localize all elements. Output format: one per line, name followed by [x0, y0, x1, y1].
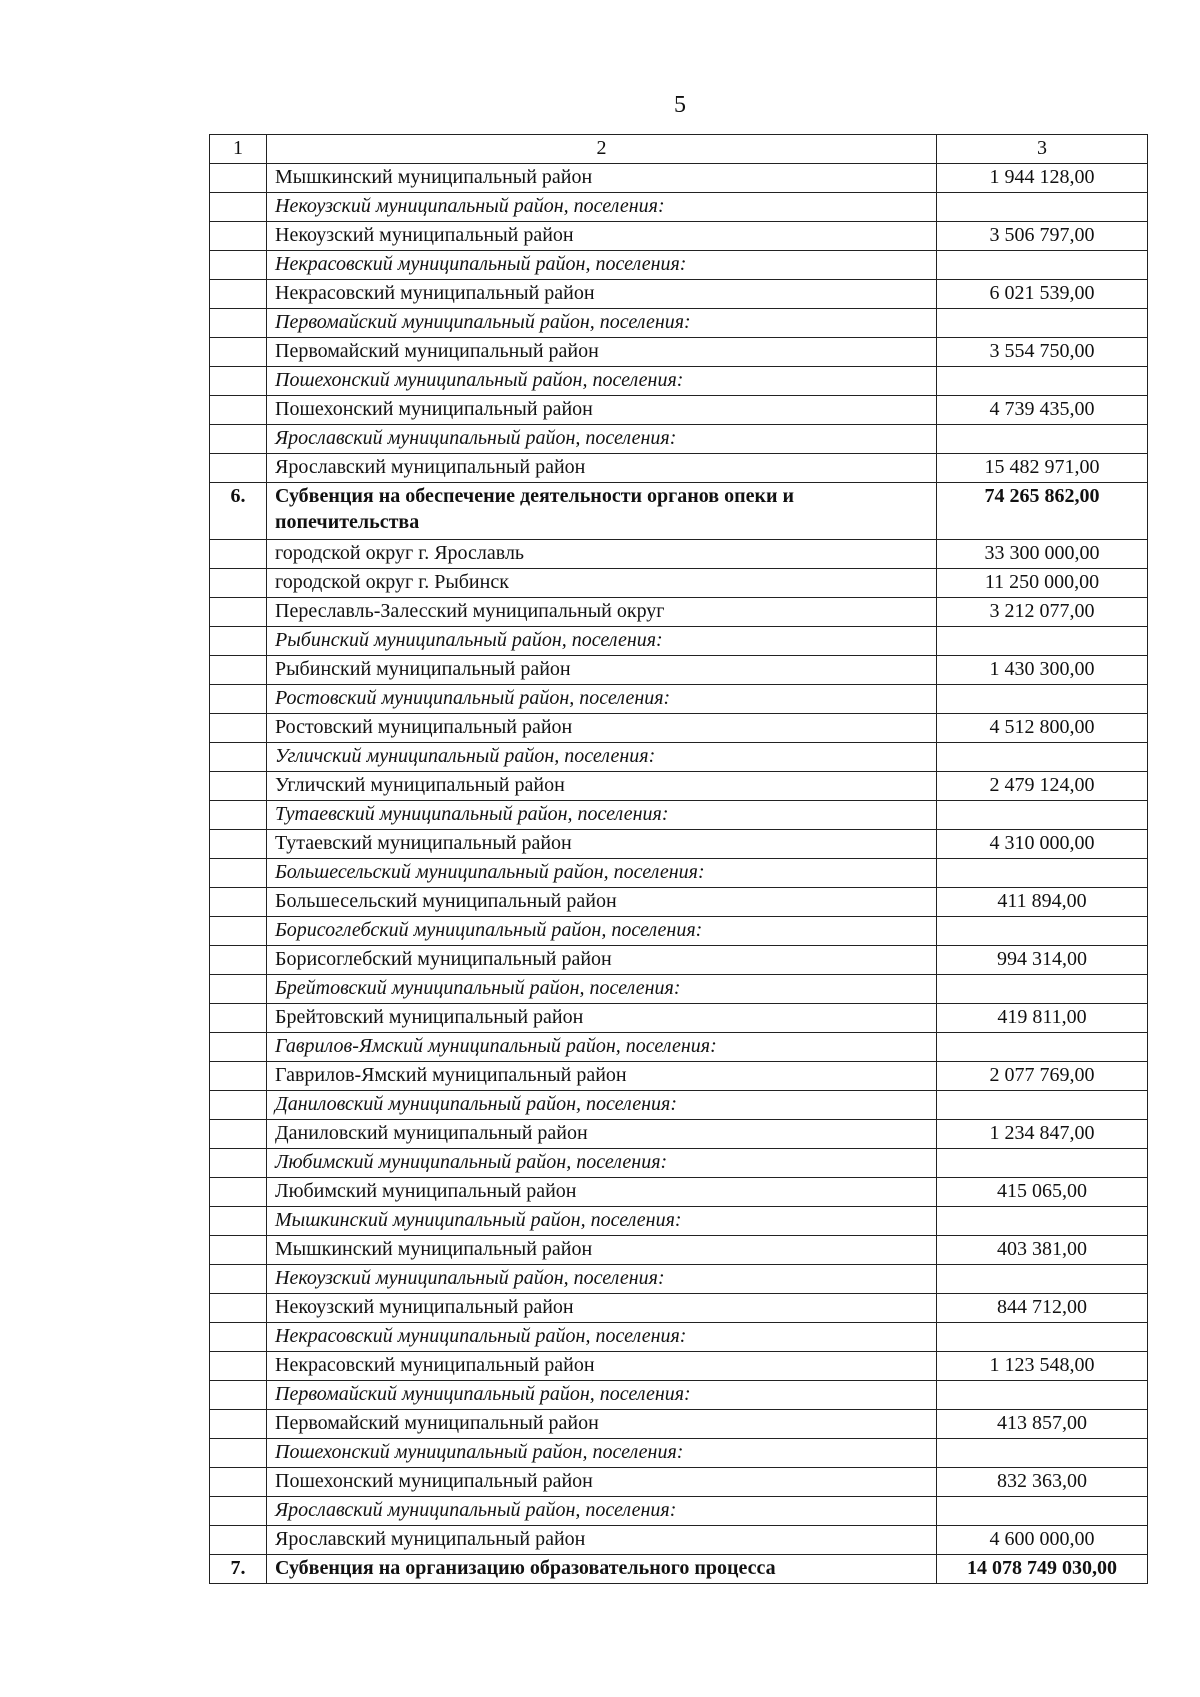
- row-name: Большесельский муниципальный район: [267, 888, 937, 917]
- row-index: [210, 1497, 267, 1526]
- row-name: городской округ г. Рыбинск: [267, 569, 937, 598]
- subgroup-row: [210, 917, 1148, 946]
- row-name: Некрасовский муниципальный район, поселения:: [267, 1323, 937, 1352]
- row-value: [937, 801, 1148, 830]
- row-value: 3 554 750,00: [937, 338, 1148, 367]
- row-value: [937, 1381, 1148, 1410]
- row-value: [937, 859, 1148, 888]
- row-index: [210, 1352, 267, 1381]
- row-value: 419 811,00: [937, 1004, 1148, 1033]
- table-row: [210, 1526, 1148, 1555]
- row-value: 1 234 847,00: [937, 1120, 1148, 1149]
- subgroup-row: [210, 1149, 1148, 1178]
- row-name: Любимский муниципальный район, поселения:: [267, 1149, 937, 1178]
- row-index: [210, 975, 267, 1004]
- row-index: [210, 627, 267, 656]
- table-row: [210, 656, 1148, 685]
- row-value: [937, 367, 1148, 396]
- row-name: Любимский муниципальный район: [267, 1178, 937, 1207]
- table-row: [210, 280, 1148, 309]
- row-name: Некрасовский муниципальный район, поселения:: [267, 251, 937, 280]
- row-name: Пошехонский муниципальный район, поселения:: [267, 367, 937, 396]
- table-row: [210, 714, 1148, 743]
- row-index: [210, 1004, 267, 1033]
- table-row: [210, 1236, 1148, 1265]
- row-index: [210, 1207, 267, 1236]
- row-name: Ростовский муниципальный район: [267, 714, 937, 743]
- row-name: Первомайский муниципальный район: [267, 1410, 937, 1439]
- table-row: [210, 164, 1148, 193]
- row-value: 1 123 548,00: [937, 1352, 1148, 1381]
- row-name: Пошехонский муниципальный район, поселения:: [267, 1439, 937, 1468]
- row-value: 4 310 000,00: [937, 830, 1148, 859]
- row-value: 11 250 000,00: [937, 569, 1148, 598]
- row-value: [937, 627, 1148, 656]
- subgroup-row: [210, 1207, 1148, 1236]
- row-name: Ярославский муниципальный район, поселения:: [267, 1497, 937, 1526]
- row-name: Первомайский муниципальный район, поселения:: [267, 309, 937, 338]
- row-index: [210, 946, 267, 975]
- row-name: Пошехонский муниципальный район: [267, 1468, 937, 1497]
- subgroup-row: [210, 367, 1148, 396]
- row-index: 6.: [210, 483, 267, 540]
- subgroup-row: [210, 685, 1148, 714]
- table-row: [210, 888, 1148, 917]
- row-index: [210, 454, 267, 483]
- row-index: [210, 1526, 267, 1555]
- table-header-row: [210, 135, 1148, 164]
- row-name: Мышкинский муниципальный район, поселения:: [267, 1207, 937, 1236]
- row-value: 403 381,00: [937, 1236, 1148, 1265]
- row-index: [210, 1120, 267, 1149]
- row-value: 33 300 000,00: [937, 540, 1148, 569]
- row-index: [210, 772, 267, 801]
- row-value: 74 265 862,00: [937, 483, 1148, 540]
- row-index: [210, 1033, 267, 1062]
- row-value: [937, 1265, 1148, 1294]
- header-col-2: 2: [267, 135, 937, 164]
- row-index: [210, 367, 267, 396]
- subgroup-row: [210, 309, 1148, 338]
- row-name: Даниловский муниципальный район, поселения:: [267, 1091, 937, 1120]
- row-value: [937, 1439, 1148, 1468]
- table-row: [210, 1352, 1148, 1381]
- row-value: [937, 1149, 1148, 1178]
- table-row: [210, 1178, 1148, 1207]
- row-name: Тутаевский муниципальный район, поселения:: [267, 801, 937, 830]
- row-value: [937, 193, 1148, 222]
- row-value: 2 479 124,00: [937, 772, 1148, 801]
- row-index: [210, 1294, 267, 1323]
- row-name: Некоузский муниципальный район, поселения:: [267, 193, 937, 222]
- row-index: [210, 743, 267, 772]
- row-value: 832 363,00: [937, 1468, 1148, 1497]
- row-value: 14 078 749 030,00: [937, 1555, 1148, 1584]
- row-index: [210, 1236, 267, 1265]
- row-index: [210, 396, 267, 425]
- row-index: [210, 917, 267, 946]
- row-index: [210, 1265, 267, 1294]
- page-number: 5: [674, 92, 686, 118]
- row-index: [210, 1381, 267, 1410]
- row-name: Первомайский муниципальный район: [267, 338, 937, 367]
- row-index: [210, 859, 267, 888]
- subgroup-row: [210, 251, 1148, 280]
- row-name: Гаврилов-Ямский муниципальный район: [267, 1062, 937, 1091]
- row-value: [937, 1207, 1148, 1236]
- row-index: [210, 830, 267, 859]
- row-value: [937, 685, 1148, 714]
- table-row: [210, 1294, 1148, 1323]
- row-value: [937, 425, 1148, 454]
- row-index: [210, 540, 267, 569]
- row-value: [937, 1091, 1148, 1120]
- subgroup-row: [210, 193, 1148, 222]
- row-name: Брейтовский муниципальный район: [267, 1004, 937, 1033]
- subgroup-row: [210, 1381, 1148, 1410]
- row-name: Субвенция на организацию образовательного процесса: [267, 1555, 937, 1584]
- subgroup-row: [210, 1033, 1148, 1062]
- row-index: [210, 801, 267, 830]
- row-value: [937, 251, 1148, 280]
- row-index: [210, 1062, 267, 1091]
- row-value: [937, 743, 1148, 772]
- table-row: [210, 540, 1148, 569]
- row-value: 4 739 435,00: [937, 396, 1148, 425]
- row-index: [210, 425, 267, 454]
- row-index: [210, 569, 267, 598]
- row-value: 1 430 300,00: [937, 656, 1148, 685]
- row-name: Угличский муниципальный район: [267, 772, 937, 801]
- table-row: [210, 1410, 1148, 1439]
- subgroup-row: [210, 743, 1148, 772]
- row-value: [937, 1033, 1148, 1062]
- row-value: [937, 975, 1148, 1004]
- row-name: Мышкинский муниципальный район: [267, 1236, 937, 1265]
- row-index: [210, 1091, 267, 1120]
- row-value: 15 482 971,00: [937, 454, 1148, 483]
- section-row: [210, 483, 1148, 540]
- row-index: [210, 685, 267, 714]
- table-row: [210, 946, 1148, 975]
- subgroup-row: [210, 1091, 1148, 1120]
- row-name: Борисоглебский муниципальный район: [267, 946, 937, 975]
- row-name: Субвенция на обеспечение деятельности органов опеки и попечительства: [267, 483, 937, 540]
- table-row: [210, 1120, 1148, 1149]
- row-name: Некоузский муниципальный район, поселения:: [267, 1265, 937, 1294]
- table-row: [210, 1062, 1148, 1091]
- row-value: 3 506 797,00: [937, 222, 1148, 251]
- table-row: [210, 1468, 1148, 1497]
- row-name: Большесельский муниципальный район, поселения:: [267, 859, 937, 888]
- row-name: Пошехонский муниципальный район: [267, 396, 937, 425]
- row-value: 415 065,00: [937, 1178, 1148, 1207]
- row-value: [937, 917, 1148, 946]
- row-name: Некоузский муниципальный район: [267, 1294, 937, 1323]
- row-index: [210, 1410, 267, 1439]
- header-col-3: 3: [937, 135, 1148, 164]
- row-value: 413 857,00: [937, 1410, 1148, 1439]
- row-name: Ростовский муниципальный район, поселения:: [267, 685, 937, 714]
- row-index: [210, 280, 267, 309]
- subvention-table: [209, 134, 1148, 1584]
- row-index: [210, 309, 267, 338]
- row-name: Первомайский муниципальный район, поселения:: [267, 1381, 937, 1410]
- table-row: [210, 338, 1148, 367]
- table-row: [210, 454, 1148, 483]
- row-value: 2 077 769,00: [937, 1062, 1148, 1091]
- row-name: Ярославский муниципальный район, поселения:: [267, 425, 937, 454]
- row-index: [210, 1149, 267, 1178]
- row-index: [210, 598, 267, 627]
- row-value: [937, 309, 1148, 338]
- row-value: 994 314,00: [937, 946, 1148, 975]
- row-index: [210, 338, 267, 367]
- row-index: [210, 164, 267, 193]
- row-name: Даниловский муниципальный район: [267, 1120, 937, 1149]
- row-name: Гаврилов-Ямский муниципальный район, поселения:: [267, 1033, 937, 1062]
- row-value: 6 021 539,00: [937, 280, 1148, 309]
- subgroup-row: [210, 1323, 1148, 1352]
- row-index: [210, 222, 267, 251]
- table-row: [210, 1004, 1148, 1033]
- row-index: [210, 193, 267, 222]
- row-name: Брейтовский муниципальный район, поселения:: [267, 975, 937, 1004]
- row-name: Мышкинский муниципальный район: [267, 164, 937, 193]
- subgroup-row: [210, 425, 1148, 454]
- row-index: [210, 251, 267, 280]
- row-index: [210, 714, 267, 743]
- row-name: Некоузский муниципальный район: [267, 222, 937, 251]
- row-name: Некрасовский муниципальный район: [267, 280, 937, 309]
- row-value: 4 600 000,00: [937, 1526, 1148, 1555]
- table-row: [210, 569, 1148, 598]
- subgroup-row: [210, 1265, 1148, 1294]
- row-value: [937, 1497, 1148, 1526]
- row-index: [210, 1323, 267, 1352]
- subgroup-row: [210, 859, 1148, 888]
- subgroup-row: [210, 1439, 1148, 1468]
- row-value: [937, 1323, 1148, 1352]
- row-index: [210, 1468, 267, 1497]
- row-name: Рыбинский муниципальный район, поселения:: [267, 627, 937, 656]
- table-row: [210, 598, 1148, 627]
- row-value: 4 512 800,00: [937, 714, 1148, 743]
- row-name: Переславль-Залесский муниципальный округ: [267, 598, 937, 627]
- row-name: Ярославский муниципальный район: [267, 454, 937, 483]
- row-value: 3 212 077,00: [937, 598, 1148, 627]
- row-name: Угличский муниципальный район, поселения:: [267, 743, 937, 772]
- table-row: [210, 830, 1148, 859]
- row-value: 844 712,00: [937, 1294, 1148, 1323]
- header-col-1: 1: [210, 135, 267, 164]
- subgroup-row: [210, 1497, 1148, 1526]
- row-name: Рыбинский муниципальный район: [267, 656, 937, 685]
- row-index: [210, 1439, 267, 1468]
- subgroup-row: [210, 975, 1148, 1004]
- row-index: [210, 656, 267, 685]
- row-name: Тутаевский муниципальный район: [267, 830, 937, 859]
- row-index: [210, 1178, 267, 1207]
- row-name: Ярославский муниципальный район: [267, 1526, 937, 1555]
- row-value: 1 944 128,00: [937, 164, 1148, 193]
- table-row: [210, 222, 1148, 251]
- section-row: [210, 1555, 1148, 1584]
- subgroup-row: [210, 801, 1148, 830]
- row-index: 7.: [210, 1555, 267, 1584]
- row-name: Некрасовский муниципальный район: [267, 1352, 937, 1381]
- row-name: городской округ г. Ярославль: [267, 540, 937, 569]
- row-index: [210, 888, 267, 917]
- row-name: Борисоглебский муниципальный район, поселения:: [267, 917, 937, 946]
- table-row: [210, 772, 1148, 801]
- row-value: 411 894,00: [937, 888, 1148, 917]
- subgroup-row: [210, 627, 1148, 656]
- table-row: [210, 396, 1148, 425]
